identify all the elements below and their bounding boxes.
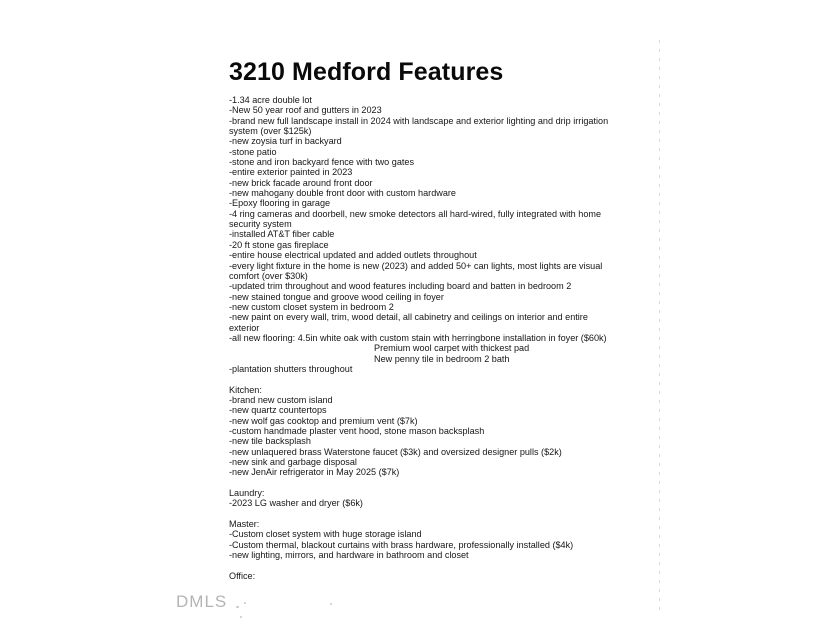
feature-line: -Custom thermal, blackout curtains with brass hardware, professionally installed ($4k)	[229, 539, 574, 550]
scan-speck	[240, 616, 242, 618]
feature-line: -New 50 year roof and gutters in 2023	[229, 105, 382, 116]
feature-line: -Custom closet system with huge storage island	[229, 529, 422, 540]
feature-line: -Epoxy flooring in garage	[229, 198, 331, 209]
section-spacer	[229, 560, 649, 570]
dmls-watermark: DMLS	[176, 592, 228, 611]
scan-edge-line	[659, 40, 660, 610]
feature-line: -new zoysia turf in backyard	[229, 136, 342, 147]
feature-line: -new unlaquered brass Waterstone faucet ($3k) and oversized designer pulls ($2k)	[229, 446, 562, 457]
feature-line: -new custom closet system in bedroom 2	[229, 301, 394, 312]
feature-line: -stone patio	[229, 146, 277, 157]
feature-line: -4 ring cameras and doorbell, new smoke detectors all hard-wired, fully integrated with home	[229, 208, 602, 219]
feature-line: -new sink and garbage disposal	[229, 457, 357, 468]
feature-line: -new tile backsplash	[229, 436, 311, 447]
feature-line: comfort (over $30k)	[229, 270, 308, 281]
section-spacer	[229, 374, 649, 384]
feature-line: -new lighting, mirrors, and hardware in bathroom and closet	[229, 550, 469, 561]
feature-line: -20 ft stone gas fireplace	[229, 239, 329, 250]
scan-speck	[330, 603, 332, 605]
feature-line: exterior	[229, 322, 260, 333]
section-spacer	[229, 478, 649, 488]
feature-line: system (over $125k)	[229, 126, 312, 137]
scan-speck	[244, 602, 246, 604]
feature-line: -new quartz countertops	[229, 405, 327, 416]
feature-line: -all new flooring: 4.5in white oak with custom stain with herringbone installation in foyer ($60k)	[229, 332, 607, 343]
feature-line: -brand new full landscape install in 2024 with landscape and exterior lighting and drip irrigation	[229, 115, 609, 126]
feature-line: -entire exterior painted in 2023	[229, 167, 353, 178]
feature-line: -new mahogany double front door with custom hardware	[229, 188, 456, 199]
feature-line: -plantation shutters throughout	[229, 363, 353, 374]
feature-line: -installed AT&T fiber cable	[229, 229, 335, 240]
feature-line: -brand new custom island	[229, 394, 333, 405]
feature-line: -new wolf gas cooktop and premium vent ($7k)	[229, 415, 418, 426]
feature-line: -new stained tongue and groove wood ceiling in foyer	[229, 291, 444, 302]
section-heading-master: Master:	[229, 519, 260, 530]
feature-line: -1.34 acre double lot	[229, 95, 312, 105]
section-heading-office: Office:	[229, 570, 256, 581]
feature-line: security system	[229, 219, 292, 230]
section-spacer	[229, 509, 649, 519]
document-title: 3210 Medford Features	[229, 58, 504, 86]
feature-line: Premium wool carpet with thickest pad	[374, 343, 530, 354]
feature-line: -new paint on every wall, trim, wood detail, all cabinetry and ceilings on interior and entire	[229, 312, 588, 323]
section-heading-laundry: Laundry:	[229, 488, 265, 499]
scan-speck	[236, 606, 239, 608]
feature-line: -stone and iron backyard fence with two gates	[229, 157, 415, 168]
feature-line: -custom handmade plaster vent hood, stone mason backsplash	[229, 426, 485, 436]
feature-line: New penny tile in bedroom 2 bath	[374, 353, 510, 364]
feature-line: -new brick facade around front door	[229, 177, 373, 188]
feature-line: -new JenAir refrigerator in May 2025 ($7k)	[229, 467, 400, 478]
feature-line: -every light fixture in the home is new (2023) and added 50+ can lights, most lights are visual	[229, 260, 603, 271]
feature-line: -2023 LG washer and dryer ($6k)	[229, 498, 363, 509]
feature-line: -entire house electrical updated and added outlets throughout	[229, 250, 477, 261]
section-heading-kitchen: Kitchen:	[229, 384, 262, 395]
feature-line: -updated trim throughout and wood features including board and batten in bedroom 2	[229, 281, 572, 292]
features-list	[229, 95, 649, 581]
